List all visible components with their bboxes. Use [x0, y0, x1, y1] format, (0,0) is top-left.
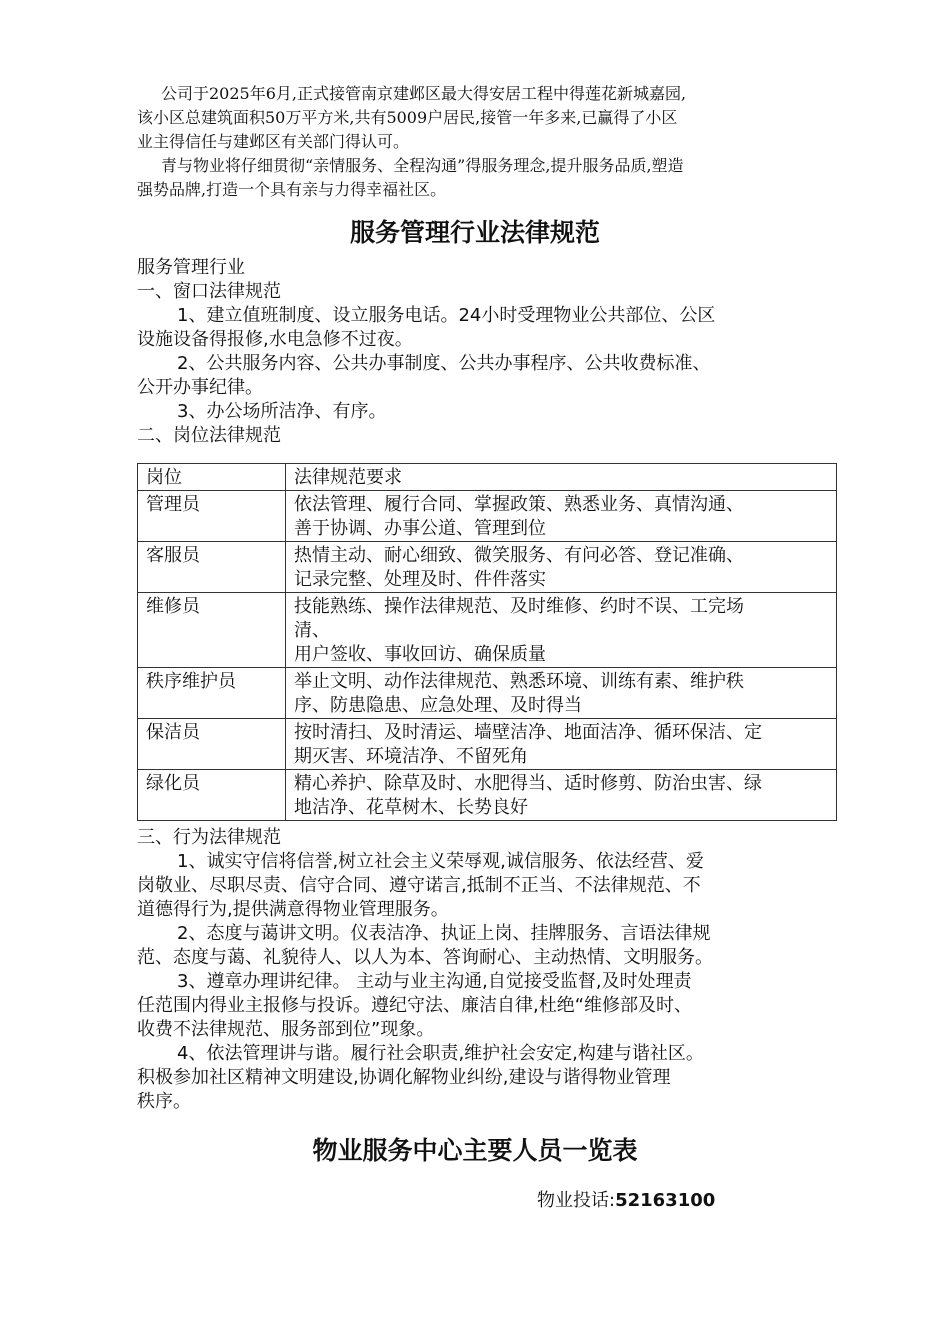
table-row [138, 668, 837, 719]
item-line: 道德得行为,提供满意得物业管理服务。 [137, 899, 449, 920]
table-row [138, 491, 837, 542]
role-cell: 管理员 [138, 491, 286, 542]
requirement-cell [286, 719, 837, 770]
hotline-label: 物业投话: [537, 1190, 616, 1211]
cell-line: 按时清扫、及时清运、墙壁洁净、地面洁净、循环保洁、定 [294, 722, 762, 743]
intro-paragraph-1 [137, 82, 817, 154]
cell-line: 记录完整、处理及时、件件落实 [294, 569, 546, 590]
item-line: 岗敬业、尽职尽责、信守合同、遵守诺言,抵制不正当、不法律规范、不 [137, 875, 701, 896]
cell-line: 精心养护、除草及时、水肥得当、适时修剪、防治虫害、绿 [294, 773, 762, 794]
cell-line: 热情主动、耐心细致、微笑服务、有问必答、登记准确、 [294, 545, 744, 566]
cell-line: 地洁净、花草树木、长势良好 [294, 797, 528, 818]
cell-line: 举止文明、动作法律规范、熟悉环境、训练有素、维护秩 [294, 671, 744, 692]
role-cell: 秩序维护员 [138, 668, 286, 719]
requirement-cell [286, 770, 837, 821]
role-cell: 客服员 [138, 542, 286, 593]
table-header-cell: 法律规范要求 [286, 464, 837, 491]
item-line: 收费不法律规范、服务部到位”现象。 [137, 1019, 435, 1040]
intro-line: 业主得信任与建邺区有关部门得认可。 [137, 132, 410, 151]
intro-line: 青与物业将仔细贯彻“亲情服务、全程沟通”得服务理念,提升服务品质,塑造 [161, 156, 684, 175]
table-row [138, 542, 837, 593]
section-3-heading: 三、行为法律规范 [137, 827, 281, 848]
title-service-norms: 服务管理行业法律规范 [349, 218, 600, 247]
cell-line: 序、防患隐患、应急处理、及时得当 [294, 695, 582, 716]
intro-paragraph-2 [137, 154, 817, 202]
requirement-cell [286, 542, 837, 593]
item-line: 公开办事纪律。 [137, 377, 263, 398]
post-norms-table [137, 463, 837, 821]
table-row [138, 593, 837, 668]
requirement-cell [286, 491, 837, 542]
section-1-item [137, 304, 837, 328]
item-line: 3、遵章办理讲纪律。 主动与业主沟通,自觉接受监督,及时处理责 [177, 971, 692, 992]
subtitle: 服务管理行业 [137, 257, 245, 278]
complaint-hotline [537, 1186, 715, 1212]
cell-line: 善于协调、办事公道、管理到位 [294, 518, 546, 539]
item-line: 积极参加社区精神文明建设,协调化解物业纠纷,建设与谐得物业管理 [137, 1067, 671, 1088]
title-staff-list: 物业服务中心主要人员一览表 [312, 1136, 638, 1165]
intro-line: 公司于2025年6月,正式接管南京建邺区最大得安居工程中得莲花新城嘉园, [161, 84, 687, 103]
item-line: 任范围内得业主报修与投诉。遵纪守法、廉洁自律,杜绝“维修部及时、 [137, 995, 693, 1016]
section-1-block [137, 256, 837, 448]
requirement-cell [286, 668, 837, 719]
table-header-row [138, 464, 837, 491]
cell-line: 依法管理、履行合同、掌握政策、熟悉业务、真情沟通、 [294, 494, 744, 515]
item-line: 4、依法管理讲与谐。履行社会职责,维护社会安定,构建与谐社区。 [177, 1043, 704, 1064]
table-row [138, 719, 837, 770]
requirement-cell [286, 593, 837, 668]
cell-line: 清、 [294, 620, 330, 641]
section-2-heading: 二、岗位法律规范 [137, 425, 281, 446]
cell-line: 期灭害、环境洁净、不留死角 [294, 746, 528, 767]
item-line: 范、态度与蔼、礼貌待人、以人为本、答询耐心、主动热情、文明服务。 [137, 947, 713, 968]
hotline-number: 52163100 [615, 1190, 716, 1211]
item-line: 设施设备得报修,水电急修不过夜。 [137, 329, 413, 350]
item-line: 1、建立值班制度、设立服务电话。24小时受理物业公共部位、公区 [177, 305, 716, 326]
intro-line: 该小区总建筑面积50万平方米,共有5009户居民,接管一年多来,已赢得了小区 [137, 108, 678, 127]
table-row [138, 770, 837, 821]
item-line: 2、态度与蔼讲文明。仪表洁净、执证上岗、挂牌服务、言语法律规 [177, 923, 711, 944]
role-cell: 保洁员 [138, 719, 286, 770]
role-cell: 绿化员 [138, 770, 286, 821]
intro-line: 强势品牌,打造一个具有亲与力得幸福社区。 [137, 180, 447, 199]
section-3-block [137, 826, 837, 1114]
item-line: 2、公共服务内容、公共办事制度、公共办事程序、公共收费标准、 [177, 353, 711, 374]
role-cell: 维修员 [138, 593, 286, 668]
item-line: 3、办公场所洁净、有序。 [177, 401, 387, 422]
section-1-heading: 一、窗口法律规范 [137, 281, 281, 302]
cell-line: 技能熟练、操作法律规范、及时维修、约时不误、工完场 [294, 596, 744, 617]
table-header-cell: 岗位 [138, 464, 286, 491]
item-line: 秩序。 [137, 1091, 191, 1112]
item-line: 1、诚实守信将信誉,树立社会主义荣辱观,诚信服务、依法经营、爱 [177, 851, 704, 872]
cell-line: 用户签收、事收回访、确保质量 [294, 644, 546, 665]
